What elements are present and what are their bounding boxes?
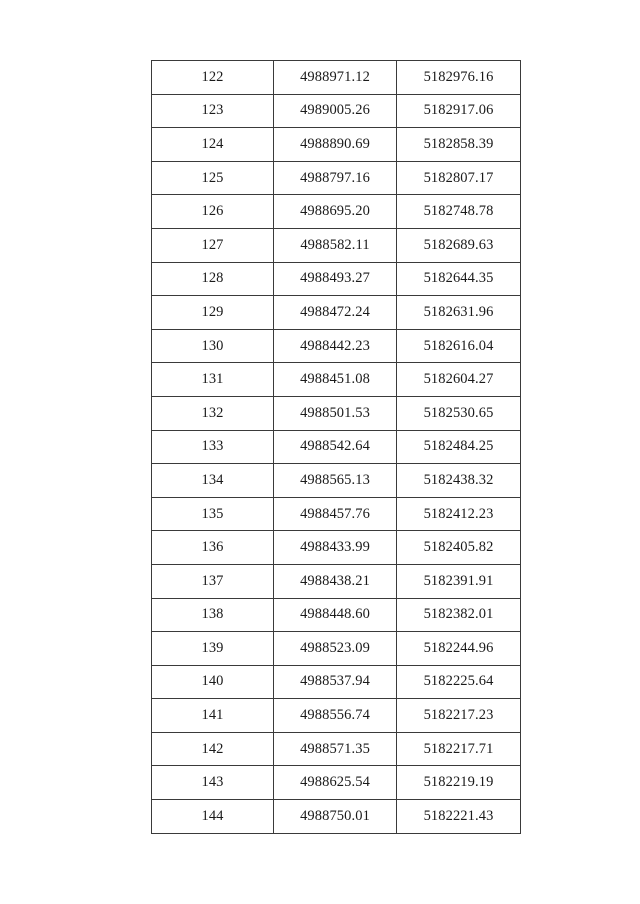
y-coordinate-cell: 5182219.19 [397, 766, 521, 800]
point-number-cell: 127 [152, 228, 274, 262]
y-coordinate-cell: 5182644.35 [397, 262, 521, 296]
table-row [152, 598, 521, 632]
table-row [152, 564, 521, 598]
y-coordinate-cell: 5182976.16 [397, 61, 521, 95]
point-number-cell: 122 [152, 61, 274, 95]
x-coordinate-cell: 4988433.99 [274, 531, 397, 565]
x-coordinate-cell: 4988890.69 [274, 128, 397, 162]
point-number-cell: 132 [152, 396, 274, 430]
table-row [152, 161, 521, 195]
y-coordinate-cell: 5182217.71 [397, 732, 521, 766]
y-coordinate-cell: 5182748.78 [397, 195, 521, 229]
point-number-cell: 138 [152, 598, 274, 632]
y-coordinate-cell: 5182438.32 [397, 464, 521, 498]
x-coordinate-cell: 4988438.21 [274, 564, 397, 598]
x-coordinate-cell: 4988556.74 [274, 699, 397, 733]
table-row [152, 430, 521, 464]
x-coordinate-cell: 4988971.12 [274, 61, 397, 95]
x-coordinate-cell: 4988695.20 [274, 195, 397, 229]
x-coordinate-cell: 4988501.53 [274, 396, 397, 430]
table-row [152, 497, 521, 531]
x-coordinate-cell: 4988625.54 [274, 766, 397, 800]
point-number-cell: 135 [152, 497, 274, 531]
point-number-cell: 139 [152, 632, 274, 666]
table-row [152, 632, 521, 666]
point-number-cell: 131 [152, 363, 274, 397]
point-number-cell: 123 [152, 94, 274, 128]
point-number-cell: 125 [152, 161, 274, 195]
table-row [152, 665, 521, 699]
x-coordinate-cell: 4988523.09 [274, 632, 397, 666]
point-number-cell: 134 [152, 464, 274, 498]
point-number-cell: 129 [152, 296, 274, 330]
y-coordinate-cell: 5182225.64 [397, 665, 521, 699]
x-coordinate-cell: 4988472.24 [274, 296, 397, 330]
x-coordinate-cell: 4988571.35 [274, 732, 397, 766]
x-coordinate-cell: 4988448.60 [274, 598, 397, 632]
point-number-cell: 143 [152, 766, 274, 800]
y-coordinate-cell: 5182917.06 [397, 94, 521, 128]
table-row [152, 296, 521, 330]
x-coordinate-cell: 4988457.76 [274, 497, 397, 531]
table-row [152, 329, 521, 363]
y-coordinate-cell: 5182858.39 [397, 128, 521, 162]
y-coordinate-cell: 5182616.04 [397, 329, 521, 363]
y-coordinate-cell: 5182405.82 [397, 531, 521, 565]
table-row [152, 228, 521, 262]
x-coordinate-cell: 4988797.16 [274, 161, 397, 195]
table-row [152, 128, 521, 162]
x-coordinate-cell: 4988565.13 [274, 464, 397, 498]
x-coordinate-cell: 4988582.11 [274, 228, 397, 262]
point-number-cell: 128 [152, 262, 274, 296]
y-coordinate-cell: 5182382.01 [397, 598, 521, 632]
y-coordinate-cell: 5182530.65 [397, 396, 521, 430]
y-coordinate-cell: 5182221.43 [397, 800, 521, 834]
table-row [152, 531, 521, 565]
y-coordinate-cell: 5182631.96 [397, 296, 521, 330]
y-coordinate-cell: 5182689.63 [397, 228, 521, 262]
y-coordinate-cell: 5182391.91 [397, 564, 521, 598]
coordinate-table [151, 60, 521, 834]
y-coordinate-cell: 5182484.25 [397, 430, 521, 464]
table-row [152, 94, 521, 128]
x-coordinate-cell: 4988442.23 [274, 329, 397, 363]
y-coordinate-cell: 5182807.17 [397, 161, 521, 195]
table-row [152, 800, 521, 834]
x-coordinate-cell: 4988451.08 [274, 363, 397, 397]
y-coordinate-cell: 5182412.23 [397, 497, 521, 531]
point-number-cell: 136 [152, 531, 274, 565]
table-row [152, 363, 521, 397]
table-row [152, 766, 521, 800]
point-number-cell: 124 [152, 128, 274, 162]
table-row [152, 699, 521, 733]
coordinate-table-body [152, 61, 521, 834]
x-coordinate-cell: 4988542.64 [274, 430, 397, 464]
point-number-cell: 137 [152, 564, 274, 598]
table-row [152, 464, 521, 498]
point-number-cell: 130 [152, 329, 274, 363]
y-coordinate-cell: 5182217.23 [397, 699, 521, 733]
table-row [152, 396, 521, 430]
point-number-cell: 142 [152, 732, 274, 766]
point-number-cell: 140 [152, 665, 274, 699]
point-number-cell: 126 [152, 195, 274, 229]
x-coordinate-cell: 4988493.27 [274, 262, 397, 296]
point-number-cell: 133 [152, 430, 274, 464]
x-coordinate-cell: 4988750.01 [274, 800, 397, 834]
table-row [152, 61, 521, 95]
x-coordinate-cell: 4988537.94 [274, 665, 397, 699]
point-number-cell: 144 [152, 800, 274, 834]
y-coordinate-cell: 5182604.27 [397, 363, 521, 397]
table-row [152, 732, 521, 766]
table-row [152, 262, 521, 296]
y-coordinate-cell: 5182244.96 [397, 632, 521, 666]
table-row [152, 195, 521, 229]
x-coordinate-cell: 4989005.26 [274, 94, 397, 128]
point-number-cell: 141 [152, 699, 274, 733]
